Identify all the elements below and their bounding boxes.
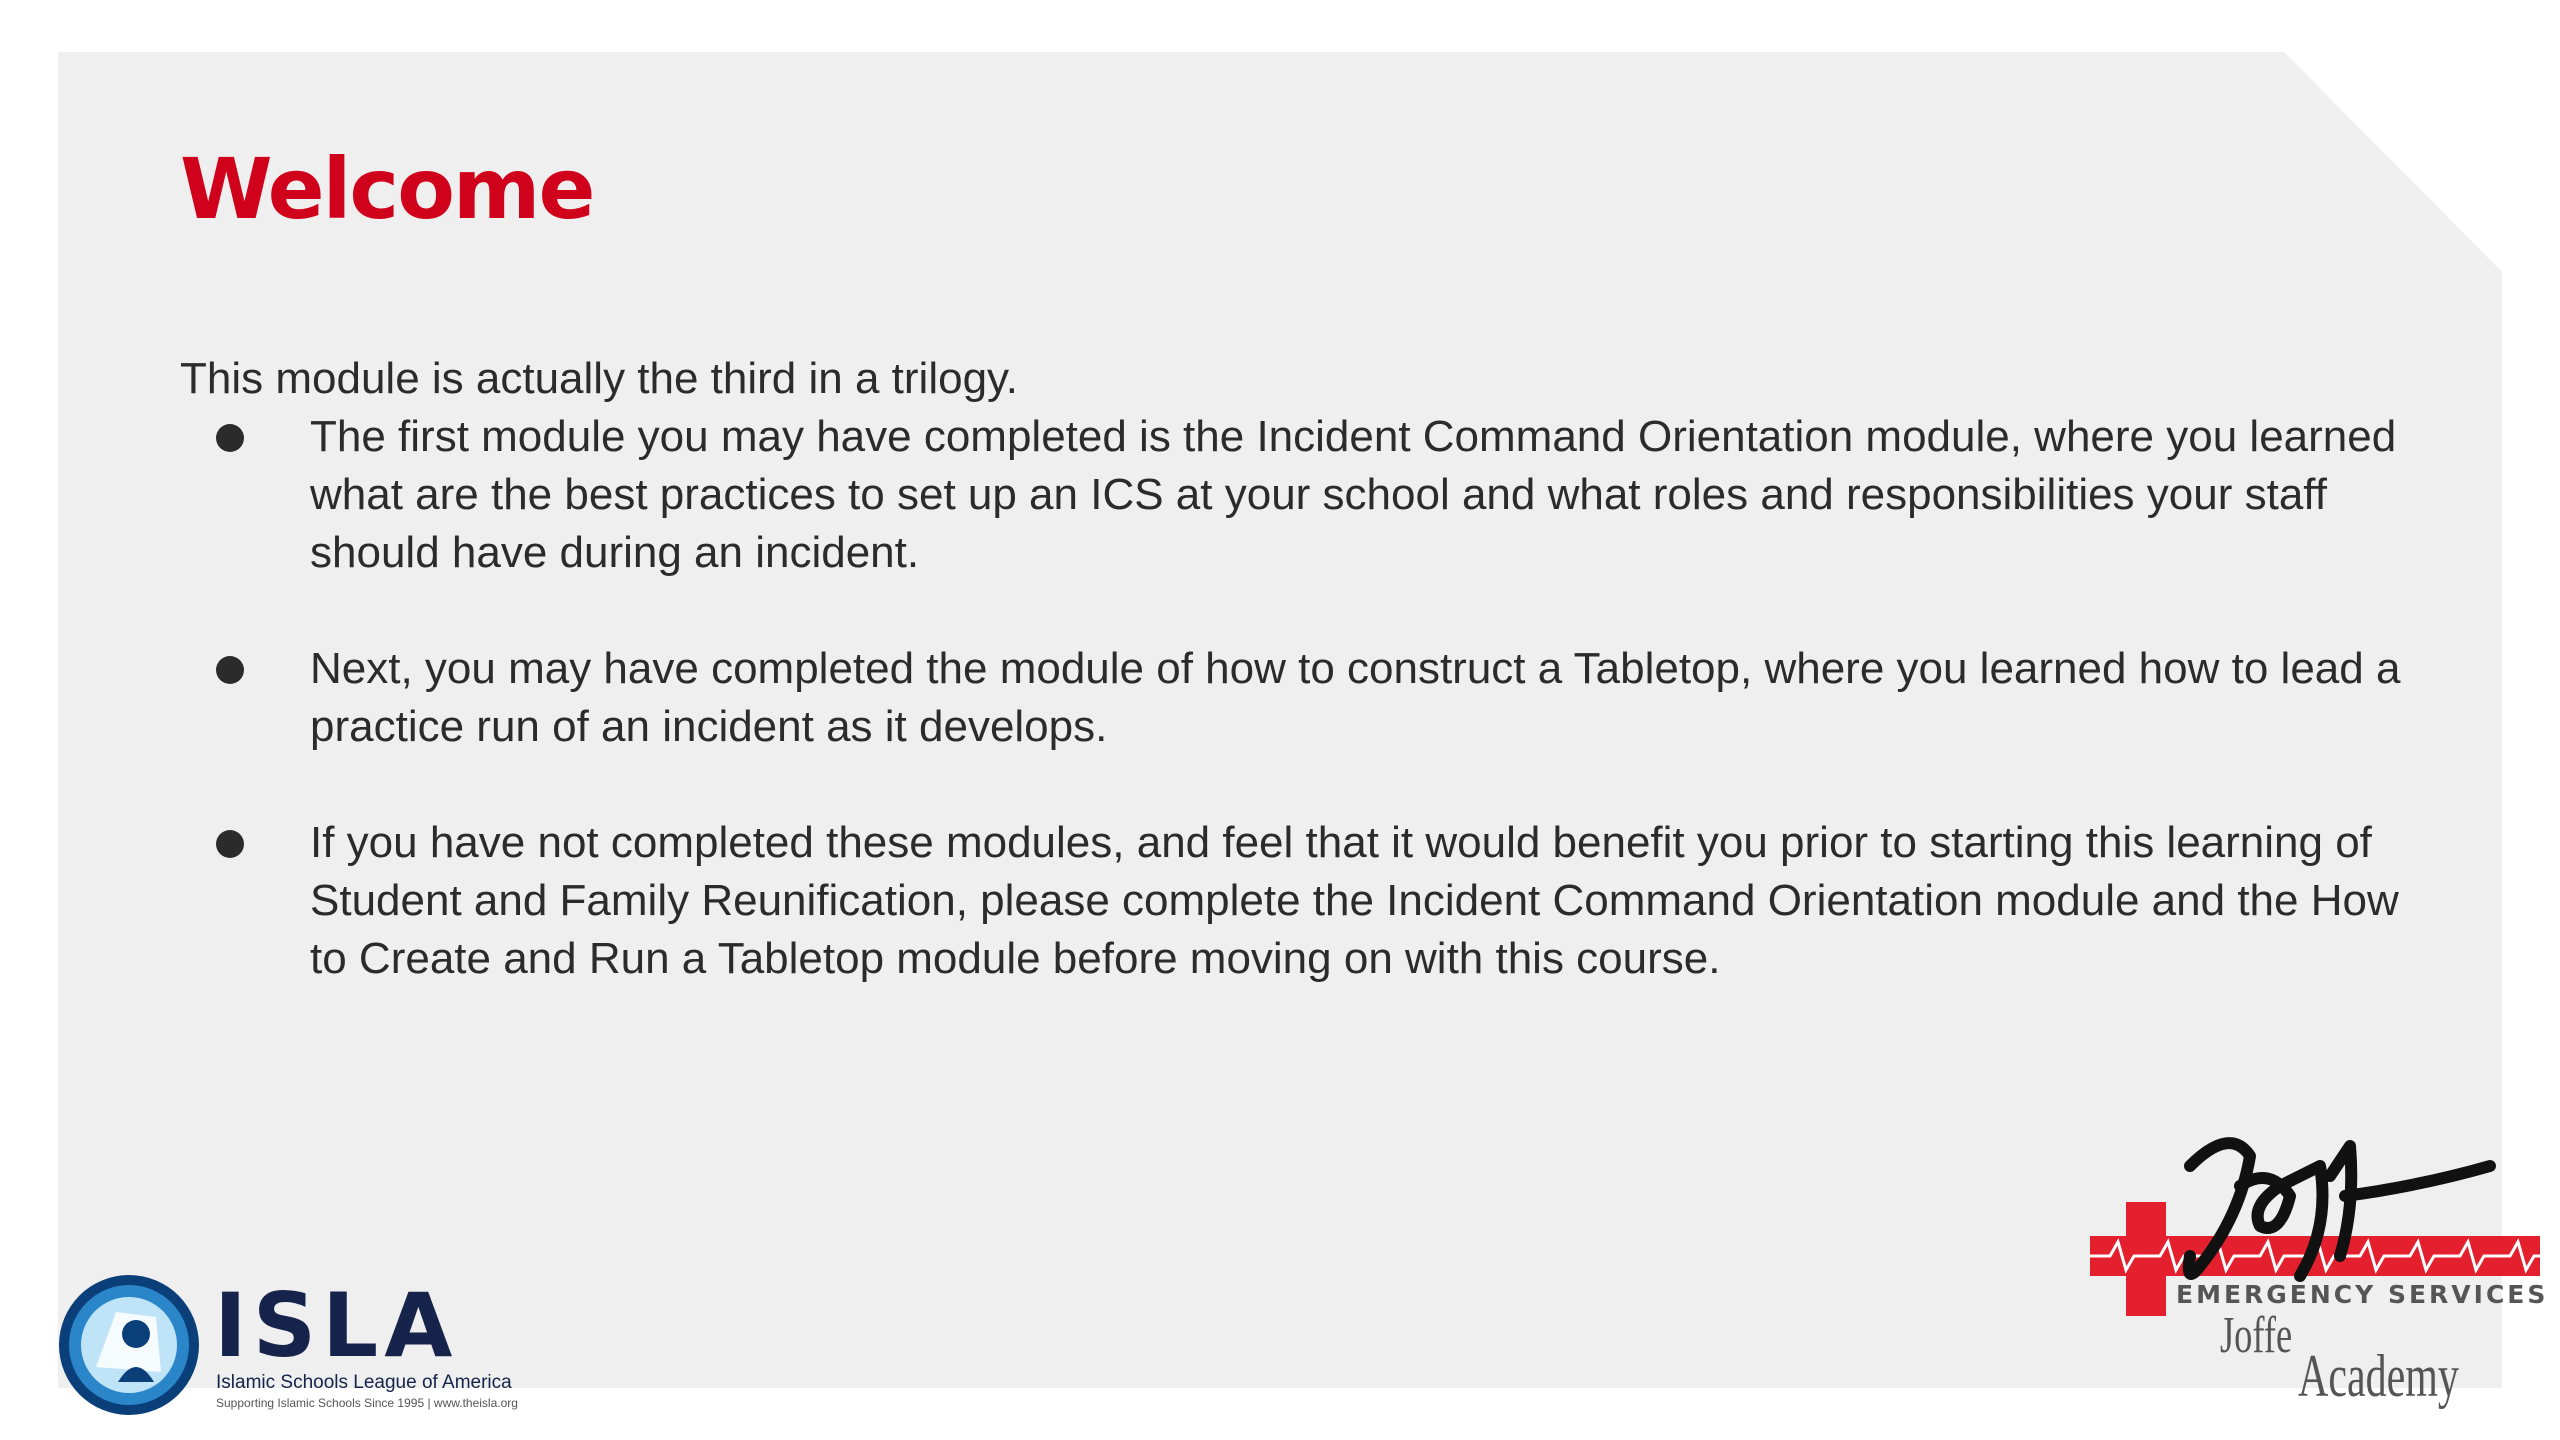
bullet-list: [180, 408, 2420, 1046]
joffe-academy-line2: Academy: [2298, 1343, 2459, 1409]
bullet-dot-icon: [216, 656, 244, 684]
slide-title: Welcome: [180, 140, 594, 238]
bullet-dot-icon: [216, 424, 244, 452]
isla-logo: [56, 1272, 516, 1418]
joffe-emergency-label: EMERGENCY SERVICES: [2176, 1280, 2549, 1309]
isla-tagline: Supporting Islamic Schools Since 1995 | www.theisla.org: [216, 1396, 518, 1410]
intro-text: This module is actually the third in a trilogy.: [180, 354, 1018, 403]
bullet-text: If you have not completed these modules, and feel that it would benefit you prior to starting this learning of Student and Family Reunification, please complete the Incident Command Orientation module and the How to Create and Run a Tabletop module before moving on with this course.: [310, 818, 2399, 983]
bullet-item: [180, 814, 2420, 988]
joffe-logo: [2090, 1126, 2549, 1416]
bullet-item: [180, 408, 2420, 582]
bullet-text: Next, you may have completed the module of how to construct a Tabletop, where you learned how to lead a practice run of an incident as it develops.: [310, 644, 2401, 751]
isla-wordmark: ISLA: [214, 1274, 459, 1377]
isla-emblem-icon: [56, 1272, 202, 1418]
bullet-text: The first module you may have completed is the Incident Command Orientation module, where you learned what are the best practices to set up an ICS at your school and what roles and responsibilities your staff should have during an incident.: [310, 412, 2397, 577]
bullet-dot-icon: [216, 830, 244, 858]
isla-subtitle: Islamic Schools League of America: [216, 1372, 512, 1393]
bullet-item: [180, 640, 2420, 756]
joffe-academy-line1: Joffe: [2220, 1307, 2293, 1364]
